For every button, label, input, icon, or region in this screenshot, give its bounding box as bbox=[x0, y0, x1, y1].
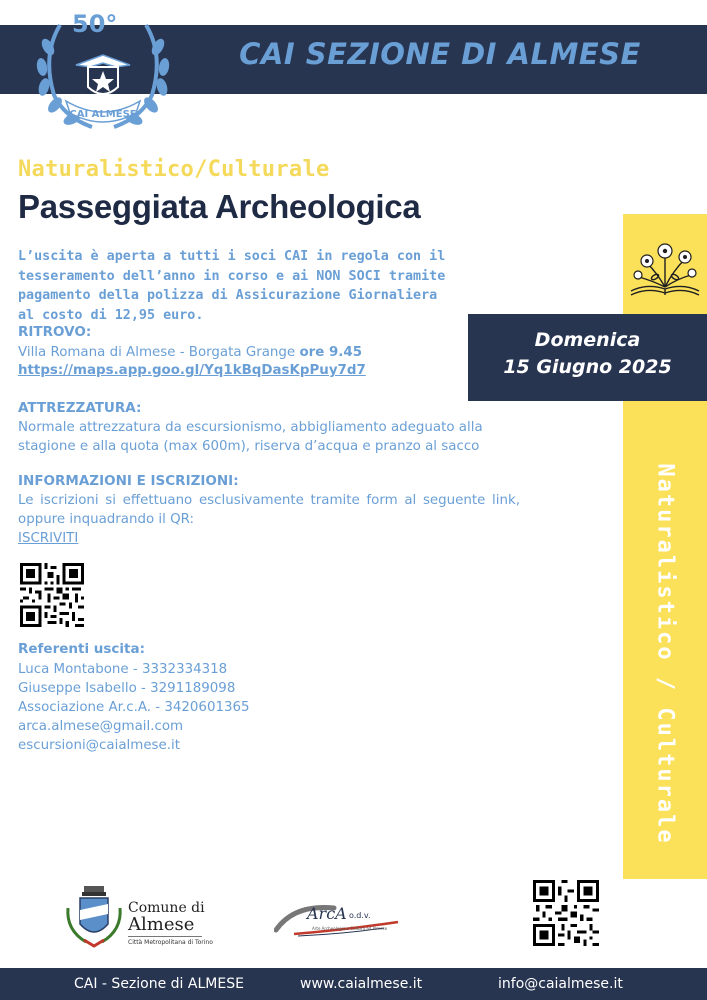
logo-anniversary: 50° bbox=[72, 10, 118, 38]
event-intro: L’uscita è aperta a tutti i soci CAI in regola con il tesseramento dell’anno in corso e ai NON SOCI tramite pagamento della polizza di Assicurazione Giornaliera al costo di 12,95 euro. bbox=[18, 249, 446, 323]
event-title: Passeggiata Archeologica bbox=[18, 188, 421, 225]
header-title: CAI SEZIONE DI ALMESE bbox=[239, 37, 641, 71]
comune-divider bbox=[128, 936, 202, 937]
referente-1: Luca Montabone - 3332334318 bbox=[18, 662, 228, 677]
footer-qr-code[interactable] bbox=[533, 880, 599, 946]
arca-name: ArcA bbox=[307, 904, 347, 923]
footer-email-link[interactable]: info@caialmese.it bbox=[498, 976, 623, 992]
attrezzatura-text: Normale attrezzatura da escursionismo, abbigliamento adeguato alla stagione e alla quota (max 600m), riserva d’acqua e pranzo al sacco bbox=[18, 420, 483, 454]
iscriviti-link[interactable]: ISCRIVITI bbox=[18, 531, 79, 546]
ritrovo-heading: RITROVO: bbox=[18, 324, 92, 340]
ritrovo-maps-link[interactable]: https://maps.app.goo.gl/Yq1kBqDasKpPuy7d7 bbox=[18, 363, 366, 378]
comune-line1: Comune di bbox=[128, 900, 205, 916]
event-category: Naturalistico/Culturale bbox=[18, 157, 330, 182]
comune-line2: Almese bbox=[128, 914, 195, 935]
referente-email-arca[interactable]: arca.almese@gmail.com bbox=[18, 719, 184, 734]
referente-email-escursioni[interactable]: escursioni@caialmese.it bbox=[18, 738, 180, 753]
referente-2: Giuseppe Isabello - 3291189098 bbox=[18, 681, 236, 696]
arca-odv: o.d.v. bbox=[349, 911, 371, 920]
footer-website-link[interactable]: www.caialmese.it bbox=[300, 976, 423, 992]
footer-section: CAI - Sezione di ALMESE bbox=[74, 976, 244, 992]
referente-3: Associazione Ar.c.A. - 3420601365 bbox=[18, 700, 250, 715]
arca-subtitle: Arte Archeologia e Cultura ad Almese bbox=[312, 926, 388, 931]
ritrovo-place: Villa Romana di Almese - Borgata Grange bbox=[18, 345, 296, 360]
iscrizioni-text: Le iscrizioni si effettuano esclusivamente tramite form al seguente link, oppure inquadrando il QR: bbox=[18, 493, 520, 527]
comune-almese-crest bbox=[64, 884, 124, 950]
date-full: 15 Giugno 2025 bbox=[503, 356, 672, 378]
logo-text: CAI ALMESE bbox=[69, 109, 137, 120]
attrezzatura-heading: ATTREZZATURA: bbox=[18, 400, 142, 416]
date-day: Domenica bbox=[534, 329, 641, 351]
iscrizioni-heading: INFORMAZIONI E ISCRIZIONI: bbox=[18, 473, 239, 489]
ritrovo-time: ore 9.45 bbox=[299, 345, 363, 360]
ritrovo-place-line bbox=[18, 343, 520, 362]
referenti-heading: Referenti uscita: bbox=[18, 641, 146, 657]
flowers-book-icon bbox=[627, 233, 703, 299]
iscrizioni-qr-code[interactable] bbox=[20, 563, 84, 627]
side-label: Naturalistico / Culturale bbox=[652, 463, 678, 845]
comune-line3: Città Metropolitana di Torino bbox=[128, 939, 213, 946]
